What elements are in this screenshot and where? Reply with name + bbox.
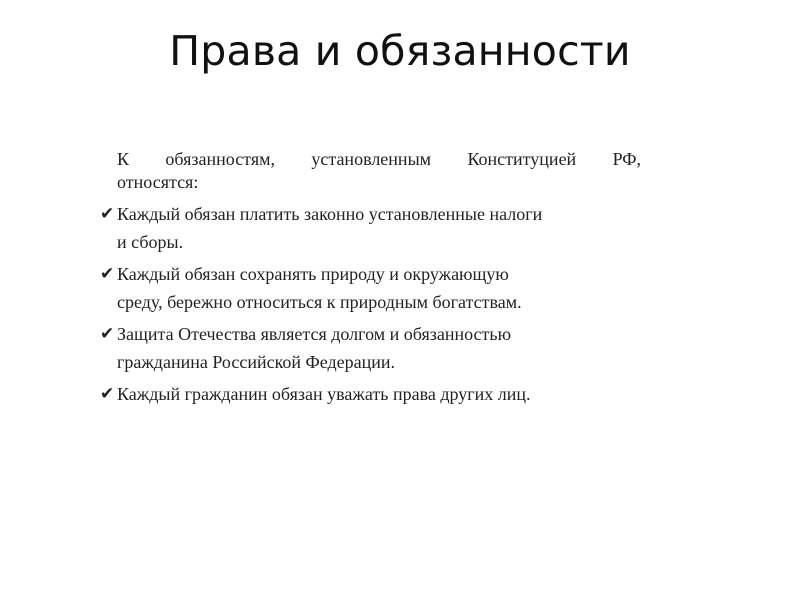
list-item-line-2: и сборы. [117, 232, 184, 252]
list-item-line-1: Каждый обязан платить законно установленные налоги [117, 204, 543, 224]
slide-title: Права и обязанности [169, 27, 631, 75]
list-item [100, 200, 641, 256]
slide-body [100, 148, 641, 412]
list-item-line-1: Каждый обязан сохранять природу и окружающую [117, 264, 509, 284]
list-item [100, 320, 641, 376]
list-item-line-1: Защита Отечества является долгом и обязанностью [117, 324, 512, 344]
intro-text [117, 148, 641, 194]
intro-line-2: относятся: [117, 172, 199, 192]
list-item [100, 380, 641, 408]
list-item-line-1: Каждый гражданин обязан уважать права других лиц. [117, 384, 531, 404]
check-mark-icon: ✔ [100, 384, 115, 404]
check-mark-icon: ✔ [100, 204, 115, 224]
obligations-list [100, 200, 641, 408]
check-mark-icon: ✔ [100, 324, 115, 344]
list-item-line-2: среду, бережно относиться к природным богатствам. [117, 292, 522, 312]
list-item-line-2: гражданина Российской Федерации. [117, 352, 396, 372]
list-item [100, 260, 641, 316]
check-mark-icon: ✔ [100, 264, 115, 284]
intro-line-1: К обязанностям, установленным Конституцией РФ, [117, 149, 641, 169]
